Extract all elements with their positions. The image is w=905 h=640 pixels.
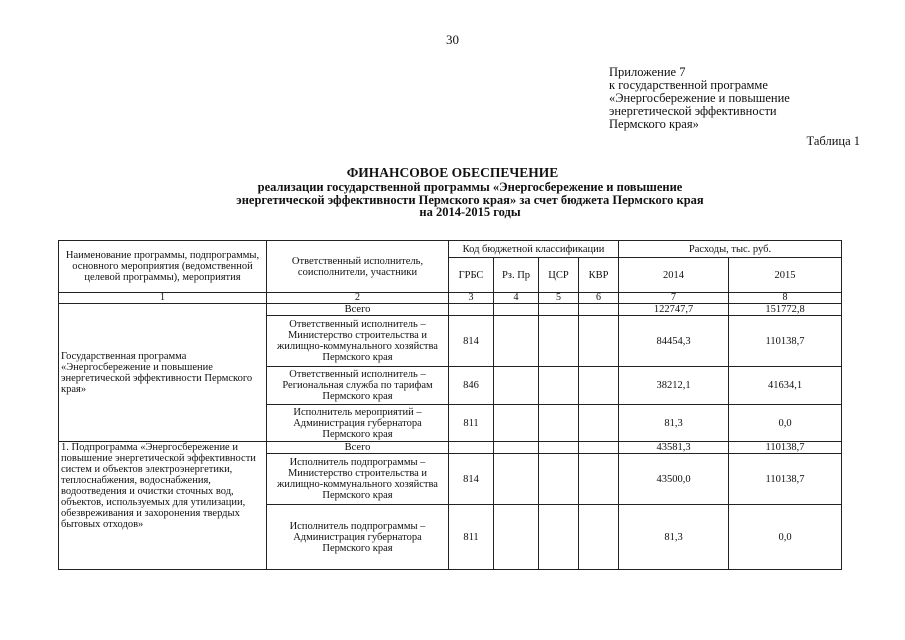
row-2014: 122747,7	[619, 304, 729, 316]
row-grbs: 814	[449, 454, 494, 505]
column-number: 5	[539, 293, 579, 304]
header-grbs: ГРБС	[449, 258, 494, 293]
row-csr	[539, 442, 579, 454]
column-number: 8	[729, 293, 842, 304]
row-kvr	[579, 316, 619, 367]
row-2015: 0,0	[729, 405, 842, 442]
row-rzpr	[494, 505, 539, 570]
row-2014: 43500,0	[619, 454, 729, 505]
row-2015: 110138,7	[729, 316, 842, 367]
row-grbs: 814	[449, 316, 494, 367]
appendix-line: Приложение 7	[609, 65, 686, 79]
column-number: 4	[494, 293, 539, 304]
row-2015: 151772,8	[729, 304, 842, 316]
row-kvr	[579, 304, 619, 316]
row-rzpr	[494, 442, 539, 454]
row-kvr	[579, 367, 619, 405]
row-csr	[539, 454, 579, 505]
appendix-line: к государственной программе	[609, 78, 768, 92]
row-grbs	[449, 442, 494, 454]
row-rzpr	[494, 405, 539, 442]
row-rzpr	[494, 454, 539, 505]
appendix-line: энергетической эффективности	[609, 104, 777, 118]
row-grbs: 846	[449, 367, 494, 405]
row-kvr	[579, 454, 619, 505]
row-executor: Исполнитель подпрограммы – Министерство строительства и жилищно-коммунального хозяйства Пермского края	[267, 454, 449, 505]
row-rzpr	[494, 367, 539, 405]
subprogram-name: 1. Подпрограмма «Энергосбережение и повышение энергетической эффективности систем и объектов электроэнергетики, теплоснабжения, водоснабжения, водоотведения и очистки сточных вод, объектов, используемых для утилизации, обезвреживания и захоронения твердых бытовых отходов»	[59, 442, 267, 570]
table-row	[59, 442, 842, 454]
table-label: Таблица 1	[806, 134, 860, 148]
row-executor: Всего	[267, 442, 449, 454]
table-row	[59, 304, 842, 316]
row-executor: Ответственный исполнитель – Региональная служба по тарифам Пермского края	[267, 367, 449, 405]
appendix-line: Пермского края»	[609, 117, 699, 131]
column-number: 7	[619, 293, 729, 304]
appendix-line: «Энергосбережение и повышение	[609, 91, 790, 105]
column-number: 3	[449, 293, 494, 304]
header-2015: 2015	[729, 258, 842, 293]
row-2014: 43581,3	[619, 442, 729, 454]
column-number: 6	[579, 293, 619, 304]
row-2014: 84454,3	[619, 316, 729, 367]
column-number-row	[59, 293, 842, 304]
header-expenses: Расходы, тыс. руб.	[619, 241, 842, 258]
row-2014: 38212,1	[619, 367, 729, 405]
row-2015: 0,0	[729, 505, 842, 570]
row-grbs	[449, 304, 494, 316]
column-number: 2	[267, 293, 449, 304]
header-2014: 2014	[619, 258, 729, 293]
row-csr	[539, 367, 579, 405]
row-csr	[539, 505, 579, 570]
header-csr: ЦСР	[539, 258, 579, 293]
row-grbs: 811	[449, 505, 494, 570]
subtitle-line: энергетической эффективности Пермского края» за счет бюджета Пермского края	[236, 192, 704, 207]
row-executor: Исполнитель мероприятий – Администрация губернатора Пермского края	[267, 405, 449, 442]
row-executor: Ответственный исполнитель – Министерство строительства и жилищно-коммунального хозяйства Пермского края	[267, 316, 449, 367]
row-2015: 41634,1	[729, 367, 842, 405]
subtitle-line: на 2014-2015 годы	[419, 205, 521, 219]
row-2014: 81,3	[619, 405, 729, 442]
page-number: 30	[446, 32, 459, 47]
row-kvr	[579, 442, 619, 454]
row-grbs: 811	[449, 405, 494, 442]
row-rzpr	[494, 304, 539, 316]
appendix-note	[609, 66, 790, 131]
row-rzpr	[494, 316, 539, 367]
document-subtitle	[150, 181, 790, 219]
subtitle-line: реализации государственной программы «Энергосбережение и повышение	[257, 180, 683, 194]
row-csr	[539, 304, 579, 316]
program-name: Государственная программа «Энергосбережение и повышение энергетической эффективности Пермского края»	[59, 304, 267, 442]
row-kvr	[579, 405, 619, 442]
document-title: ФИНАНСОВОЕ ОБЕСПЕЧЕНИЕ	[346, 165, 559, 180]
header-executor: Ответственный исполнитель, соисполнители, участники	[267, 241, 449, 293]
header-budget-code: Код бюджетной классификации	[449, 241, 619, 258]
row-executor: Всего	[267, 304, 449, 316]
header-rzpr: Рз. Пр	[494, 258, 539, 293]
header-row	[59, 241, 842, 258]
row-csr	[539, 316, 579, 367]
row-2015: 110138,7	[729, 442, 842, 454]
header-name: Наименование программы, подпрограммы, основного мероприятия (ведомственной целевой программы), мероприятия	[59, 241, 267, 293]
column-number: 1	[59, 293, 267, 304]
row-csr	[539, 405, 579, 442]
financing-table	[58, 240, 842, 570]
row-2015: 110138,7	[729, 454, 842, 505]
header-kvr: КВР	[579, 258, 619, 293]
row-2014: 81,3	[619, 505, 729, 570]
row-executor: Исполнитель подпрограммы – Администрация губернатора Пермского края	[267, 505, 449, 570]
row-kvr	[579, 505, 619, 570]
